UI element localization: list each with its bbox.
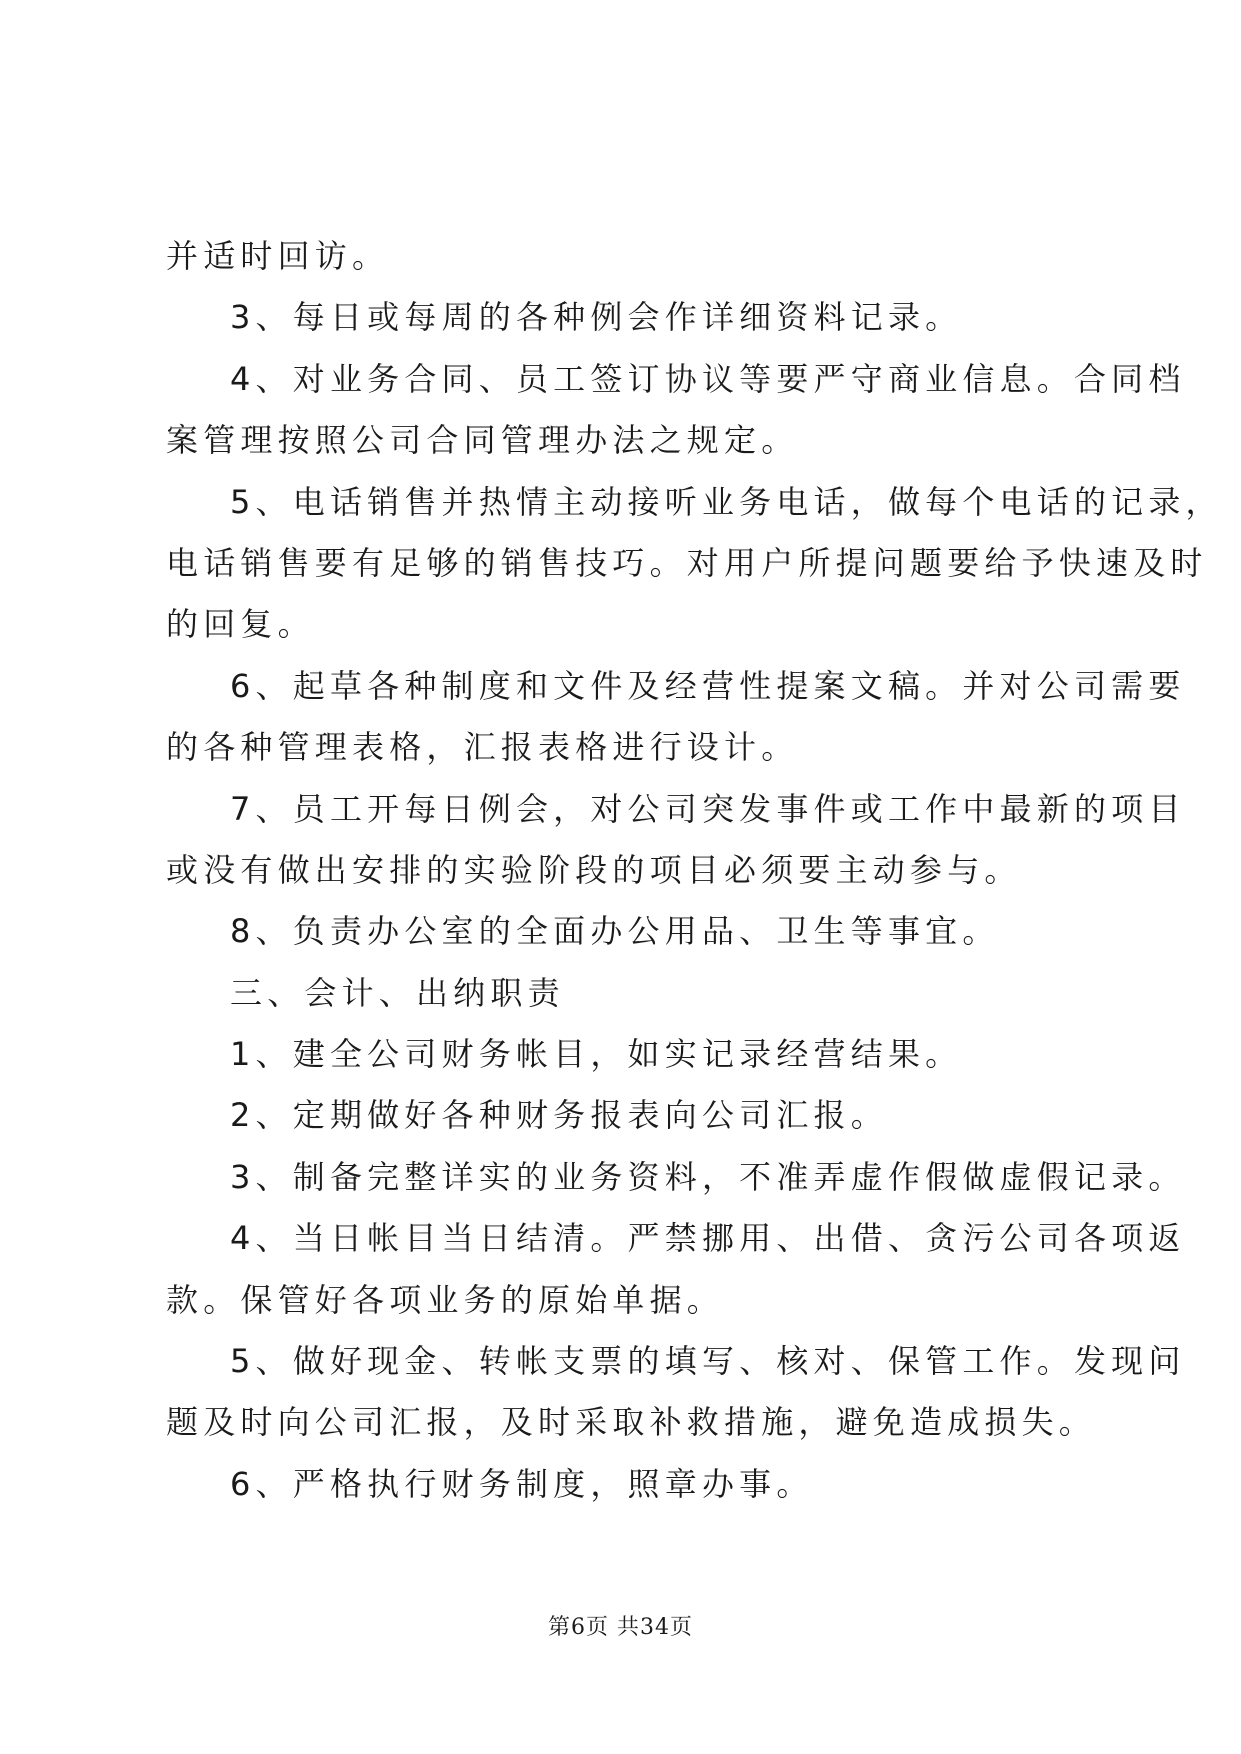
page-number-footer: 第6页 共34页	[548, 1615, 693, 1640]
text-line: 电话销售要有足够的销售技巧。对用户所提问题要给予快速及时	[166, 543, 1208, 582]
text-line: 的各种管理表格，汇报表格进行设计。	[166, 728, 799, 767]
text-line: 并适时回访。	[166, 237, 390, 275]
text-line: 6、起草各种制度和文件及经营性提案文稿。并对公司需要	[230, 666, 1186, 705]
text-line: 2、定期做好各种财务报表向公司汇报。	[230, 1096, 888, 1135]
text-line: 3、每日或每周的各种例会作详细资料记录。	[230, 298, 963, 337]
text-line: 1、建全公司财务帐目，如实记录经营结果。	[230, 1035, 963, 1074]
text-line: 3、制备完整详实的业务资料，不准弄虚作假做虚假记录。	[230, 1157, 1186, 1196]
text-line: 4、对业务合同、员工签订协议等要严守商业信息。合同档	[230, 359, 1186, 398]
text-line: 的回复。	[166, 605, 315, 644]
text-line: 或没有做出安排的实验阶段的项目必须要主动参与。	[166, 850, 1022, 889]
text-line: 6、严格执行财务制度，照章办事。	[230, 1464, 814, 1503]
text-line: 案管理按照公司合同管理办法之规定。	[166, 421, 799, 460]
text-line: 5、电话销售并热情主动接听业务电话，做每个电话的记录，	[230, 482, 1223, 521]
text-line: 款。保管好各项业务的原始单据。	[166, 1280, 725, 1319]
text-line: 5、做好现金、转帐支票的填写、核对、保管工作。发现问	[230, 1342, 1186, 1381]
text-line: 4、当日帐目当日结清。严禁挪用、出借、贪污公司各项返	[230, 1219, 1186, 1258]
text-line: 7、员工开每日例会，对公司突发事件或工作中最新的项目	[230, 789, 1186, 828]
text-line: 8、负责办公室的全面办公用品、卫生等事宜。	[230, 912, 1000, 951]
text-line: 题及时向公司汇报，及时采取补救措施，避免造成损失。	[166, 1403, 1097, 1442]
text-line: 三、会计、出纳职责	[230, 973, 565, 1012]
document-body	[166, 226, 1223, 1515]
